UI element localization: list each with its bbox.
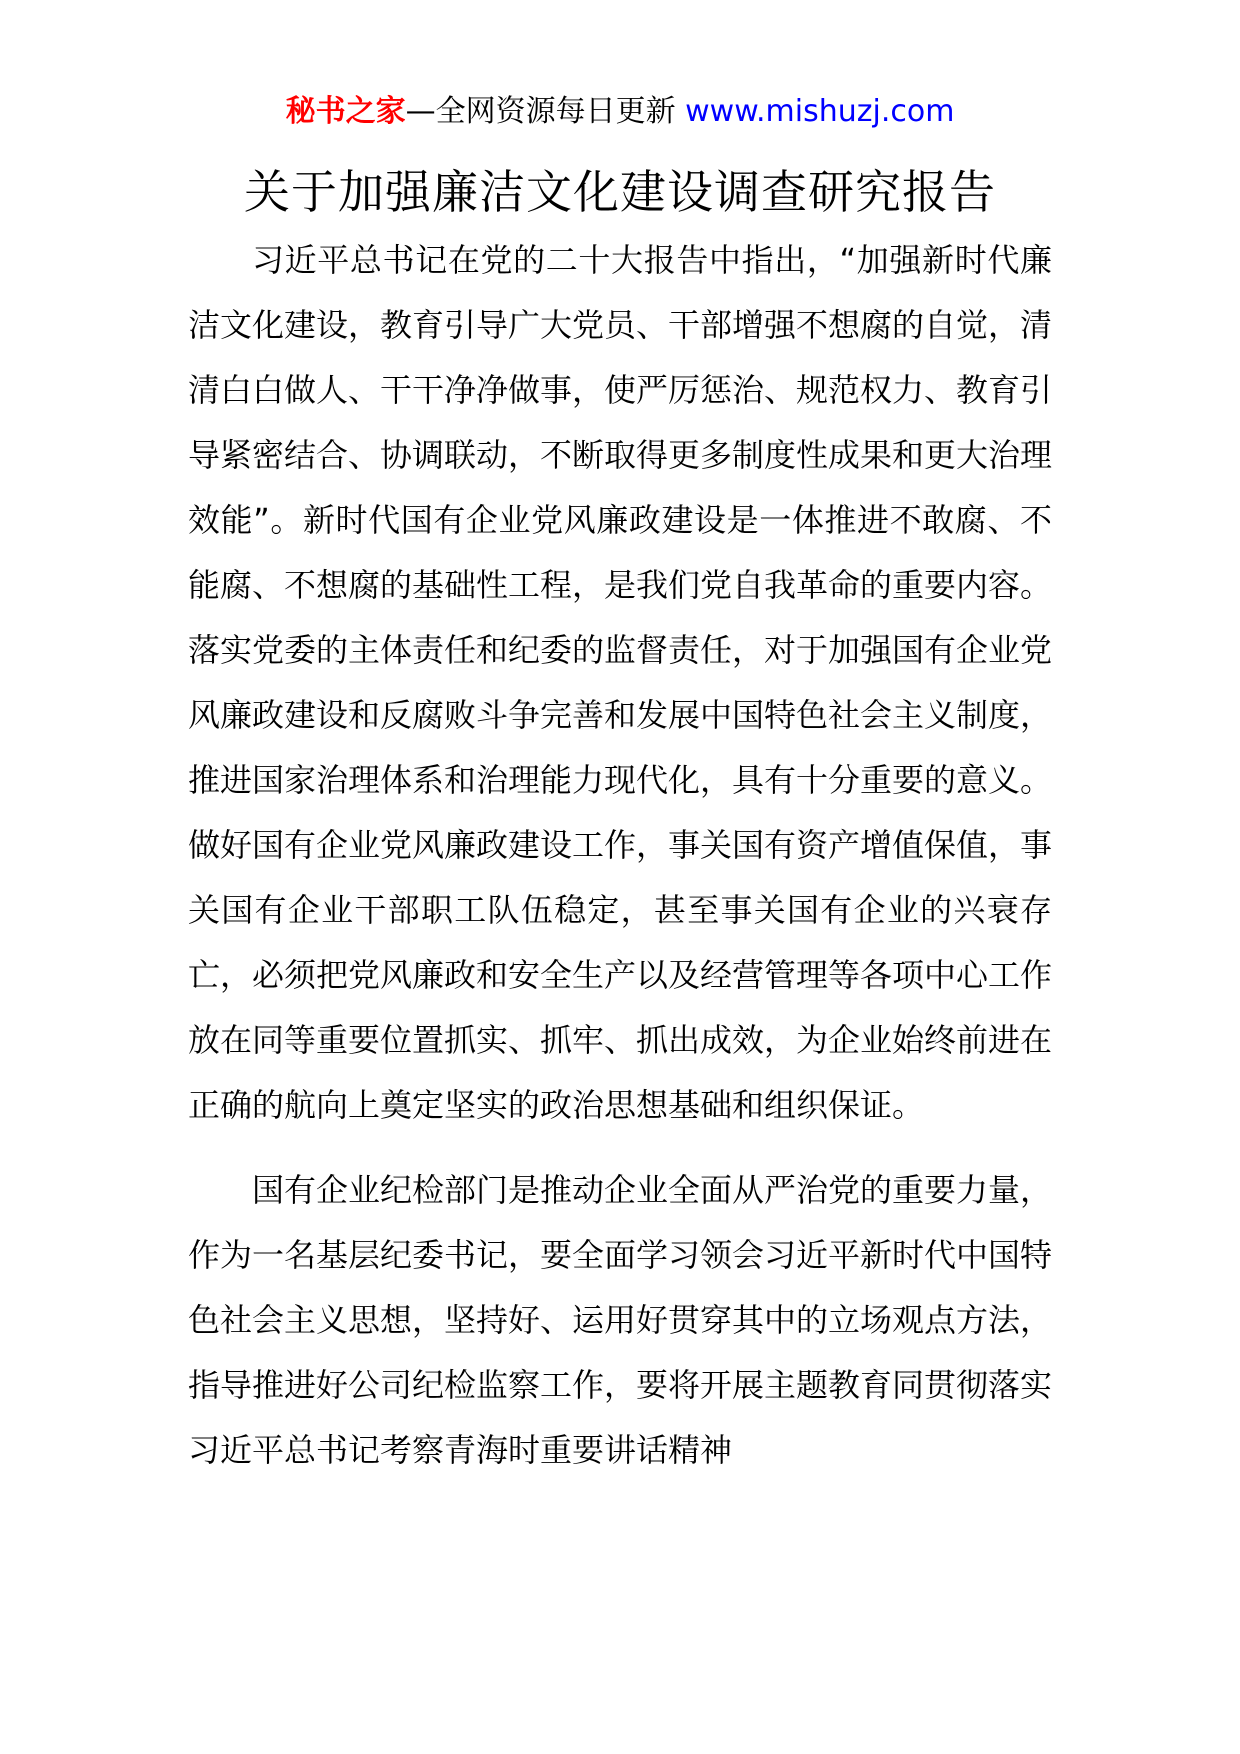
paragraph-2: 国有企业纪检部门是推动企业全面从严治党的重要力量，作为一名基层纪委书记，要全面学习领会习近平新时代中国特色社会主义思想，坚持好、运用好贯穿其中的立场观点方法，指导推进好公司纪检监察工作，要将开展主题教育同贯彻落实习近平总书记考察青海时重要讲话精神	[188, 1171, 1053, 1469]
site-link[interactable]: www.mishuzj.com	[685, 94, 955, 129]
document-title: 关于加强廉洁文化建设调查研究报告	[244, 165, 996, 219]
header-tagline: —全网资源每日更新	[405, 94, 686, 129]
page-header	[0, 90, 1240, 134]
document-body	[188, 228, 1052, 1483]
brand-name: 秘书之家	[285, 94, 406, 129]
paragraph-1: 习近平总书记在党的二十大报告中指出，“加强新时代廉洁文化建设，教育引导广大党员、干部增强不想腐的自觉，清清白白做人、干干净净做事，使严厉惩治、规范权力、教育引导紧密结合、协调联动，不断取得更多制度性成果和更大治理效能”。新时代国有企业党风廉政建设是一体推进不敢腐、不能腐、不想腐的基础性工程，是我们党自我革命的重要内容。落实党委的主体责任和纪委的监督责任，对于加强国有企业党风廉政建设和反腐败斗争完善和发展中国特色社会主义制度，推进国家治理体系和治理能力现代化，具有十分重要的意义。做好国有企业党风廉政建设工作，事关国有资产增值保值，事关国有企业干部职工队伍稳定，甚至事关国有企业的兴衰存亡，必须把党风廉政和安全生产以及经营管理等各项中心工作放在同等重要位置抓实、抓牢、抓出成效，为企业始终前进在正确的航向上奠定坚实的政治思想基础和组织保证。	[188, 241, 1053, 1124]
